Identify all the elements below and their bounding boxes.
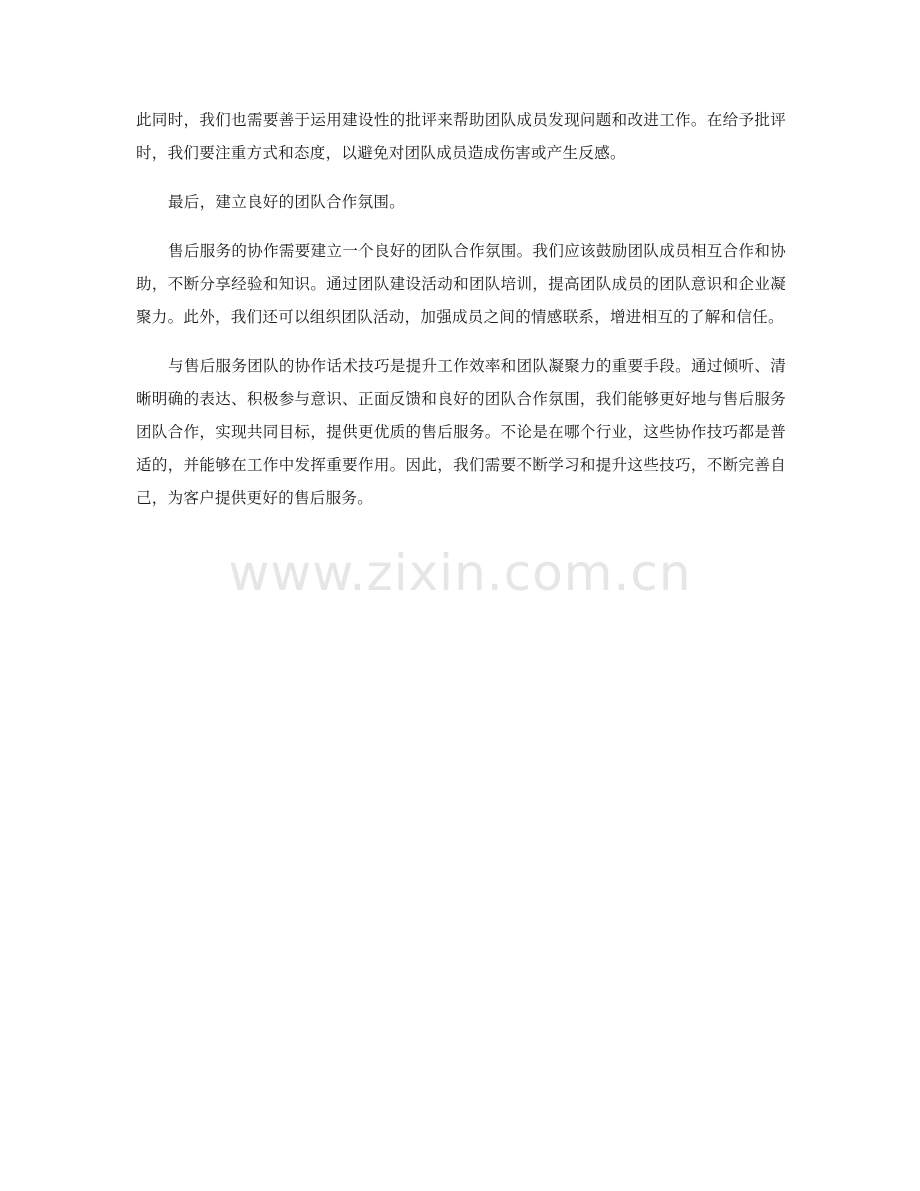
watermark: www.zixin.com.cn xyxy=(228,544,692,602)
paragraph-3: 售后服务的协作需要建立一个良好的团队合作氛围。我们应该鼓励团队成员相互合作和协助，不断分享经验和知识。通过团队建设活动和团队培训，提高团队成员的团队意识和企业凝聚力。此外，我们还可以组织团队活动，加强成员之间的情感联系，增进相互的了解和信任。 xyxy=(136,242,786,326)
paragraph-4: 与售后服务团队的协作话术技巧是提升工作效率和团队凝聚力的重要手段。通过倾听、清晰明确的表达、积极参与意识、正面反馈和良好的团队合作氛围，我们能够更好地与售后服务团队合作，实现共同目标，提供更优质的售后服务。不论是在哪个行业，这些协作技巧都是普适的，并能够在工作中发挥重要作用。因此，我们需要不断学习和提升这些技巧，不断完善自己，为客户提供更好的售后服务。 xyxy=(136,357,786,507)
paragraph-1: 此同时，我们也需要善于运用建设性的批评来帮助团队成员发现问题和改进工作。在给予批评时，我们要注重方式和态度，以避免对团队成员造成伤害或产生反感。 xyxy=(136,111,786,162)
paragraph-2: 最后，建立良好的团队合作氛围。 xyxy=(168,193,406,211)
document-body xyxy=(136,104,786,531)
